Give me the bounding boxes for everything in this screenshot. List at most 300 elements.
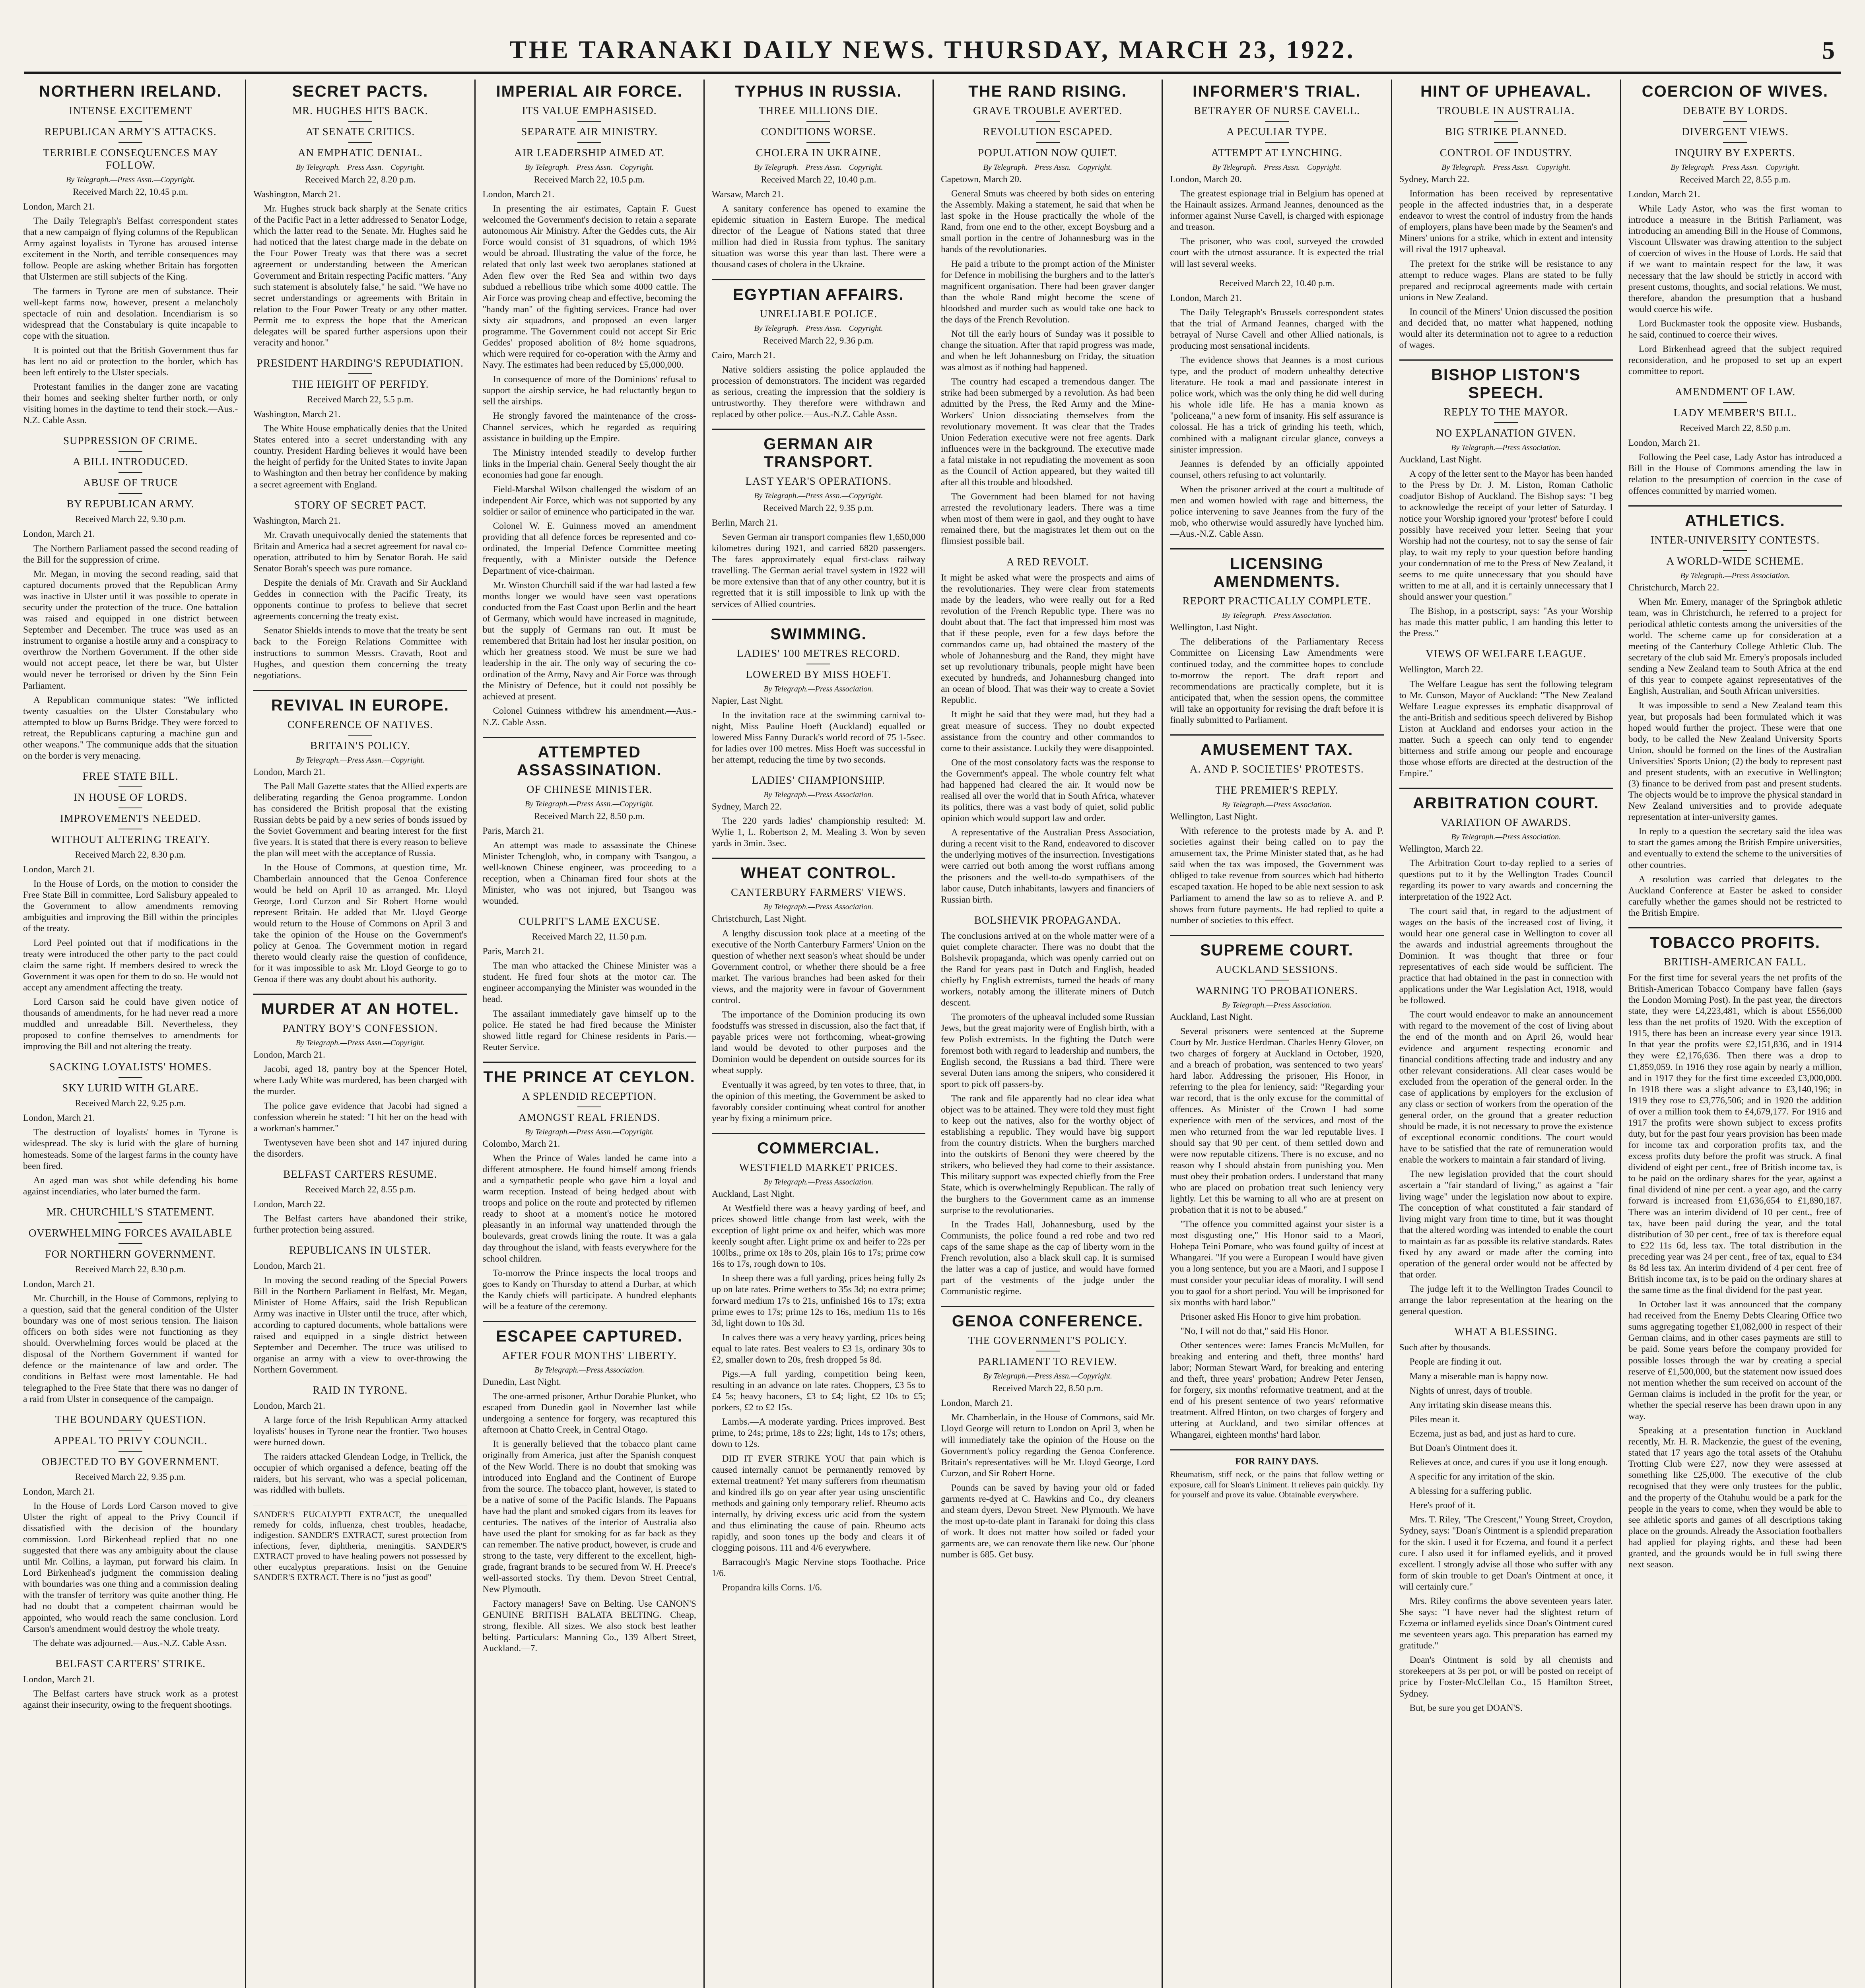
subhead-divider — [119, 121, 142, 122]
article-paragraph: The pretext for the strike will be resistance to any attempt to reduce wages. Plans are stated to be fully prepared and reciprocal agreements made with certain unions in New Zealand. — [1399, 258, 1613, 303]
subhead-divider — [348, 735, 372, 736]
article-paragraph: He paid a tribute to the prompt action of the Minister for Defence in mobilising the burghers and to the latter's magnificent organisation. There had been graver danger than the whole Rand might become the scene of bloodshed and murder such as would take one back to the days of the French Revolution. — [941, 258, 1155, 325]
article-subhead: INTER-UNIVERSITY CONTESTS. — [1650, 534, 1820, 546]
column-rule — [483, 1321, 696, 1322]
article-paragraph: London, March 21. — [23, 1486, 95, 1497]
sanders-extract-advert: SANDER'S EUCALYPTI EXTRACT, the unequalled remedy for colds, influenza, chest troubles, headache, indigestion. SANDER'S EXTRACT, surest protection from infections, fever, diphtheria, meningitis. SANDER'S EXTRACT proved to have healing powers not possessed by other eucalyptus preparations. Insist on the Genuine SANDER'S EXTRACT. There is no "just as good" — [253, 1505, 467, 1583]
article-paragraph: The Daily Telegraph's Brussels correspondent states that the trial of Armand Jeannes, charged with the betrayal of Nurse Cavell and other Allied nationals, is producing most sensational incidents. — [1170, 307, 1384, 351]
article-body — [253, 1400, 467, 1496]
article-paragraph: Colonel W. E. Guinness moved an amendment providing that all defence forces be represented and co-ordinated, the Imperial Defence Committee meeting frequently, with a Minister outside the Defence Department of vice-chairman. — [482, 521, 696, 576]
subhead-divider — [806, 121, 830, 122]
article-received-time: Received March 22, 8.30 p.m. — [75, 850, 186, 860]
article-body — [253, 189, 467, 348]
article-paragraph: Piles mean it. — [1409, 1414, 1460, 1425]
subhead-divider — [119, 1243, 142, 1244]
article-body — [253, 515, 467, 681]
article-paragraph: In the House of Lords Lord Carson moved to give Ulster the right of appeal to the Privy Council if dissatisfied with the decision of the boundary commission. Lord Birkenhead replied that no one suggested that there was any ambiguity about the clause until Mr. Collins, a layman, put forward his claim. In Lord Birkenhead's judgment the commission dealing with boundaries was one thing and a commission dealing with the transfer of territory was quite another thing. He had no doubt that a competent chairman would be appointed, who would reach the same conclusion. Lord Carson's amendment would destroy the whole treaty. — [23, 1501, 238, 1634]
article-paragraph: Auckland, Last Night. — [711, 1188, 795, 1199]
article-subhead: AT SENATE CRITICS. — [305, 126, 415, 138]
columns — [16, 80, 1849, 1988]
article-paragraph: People are finding it out. — [1409, 1357, 1502, 1367]
article-dateline: By Telegraph.—Press Association. — [1222, 800, 1332, 809]
article-paragraph: The prisoner, who was cool, surveyed the crowded court with the utmost assurance. It is expected the trial will last several weeks. — [1170, 236, 1384, 269]
article-headline: SUPREME COURT. — [1200, 941, 1354, 959]
article-body — [23, 528, 238, 761]
article-paragraph: Auckland, Last Night. — [1399, 454, 1482, 465]
article-paragraph: The Arbitration Court to-day replied to a series of questions put to it by the Wellington Trades Council regarding its power to vary awards and concerning the interpretation of the 1922 Act. — [1399, 858, 1613, 902]
article-dateline: By Telegraph.—Press Assn.—Copyright. — [1212, 163, 1342, 172]
article-body — [1170, 622, 1383, 726]
article — [1628, 386, 1842, 496]
article-paragraph: In the Trades Hall, Johannesburg, used by the Communists, the police found a red robe and two red caps of the same shape as the cap of liberty worn in the French revolution, also a black skull cap. It is surmised the latter was a cap of justice, and would have formed part of the vestments of the judge under the Communistic regime. — [941, 1219, 1155, 1297]
article-dateline: By Telegraph.—Press Assn.—Copyright. — [1671, 163, 1800, 172]
article-subhead: THE GOVERNMENT'S POLICY. — [968, 1334, 1127, 1347]
article-received-time: Received March 22, 8.50 p.m. — [534, 811, 645, 821]
article-paragraph: The Belfast carters have abandoned their strike, further protection being assured. — [253, 1213, 467, 1235]
article — [1628, 512, 1842, 918]
article-paragraph: London, March 20. — [1170, 174, 1242, 184]
column-rule — [712, 279, 925, 280]
article-body — [1628, 582, 1842, 918]
article-subhead: BIG STRIKE PLANNED. — [1445, 126, 1567, 138]
article-dateline: By Telegraph.—Press Assn.—Copyright. — [1441, 163, 1571, 172]
article-paragraph: Many a miserable man is happy now. — [1409, 1371, 1548, 1382]
column-4 — [703, 80, 932, 1988]
article-body — [712, 695, 925, 765]
article-subhead: FOR NORTHERN GOVERNMENT. — [45, 1248, 216, 1260]
article-paragraph: London, March 21. — [23, 1113, 95, 1124]
article-body — [1170, 1011, 1383, 1441]
article — [1170, 278, 1383, 540]
article — [483, 83, 696, 728]
article-paragraph: In calves there was a very heavy yarding, prices being equal to late rates. Best vealers to £3 1s, ordinary 30s to £2, smaller down to 20s, fresh dropped 5s 8d. — [711, 1332, 925, 1365]
article-subhead: WARNING TO PROBATIONERS. — [1195, 984, 1358, 996]
article — [253, 83, 467, 348]
subhead-divider — [577, 142, 601, 143]
article-paragraph: The assailant immediately gave himself up to the police. He stated he had fired because the Minister showed little regard for Chinese residents in Paris.—Reuter Service. — [482, 1008, 696, 1052]
article-headline: THE PRINCE AT CEYLON. — [483, 1068, 695, 1086]
article-paragraph: Barracough's Magic Nervine stops Toothache. Price 1/6. — [711, 1557, 925, 1579]
article-subhead: PARLIAMENT TO REVIEW. — [978, 1355, 1117, 1368]
subhead-divider — [119, 1451, 142, 1452]
article-paragraph: London, March 21. — [23, 1674, 95, 1685]
article-paragraph: Factory managers! Save on Belting. Use CANON'S GENUINE BRITISH BALATA BELTING. Cheap, strong, flexible. All sizes. We also stock best leather belting. Particulars: Manning Co., 139 Albert Street, Auckland.—7. — [482, 1598, 696, 1654]
article-paragraph: When Mr. Emery, manager of the Springbok athletic team, was in Christchurch, he referred to a project for periodical athletic contests among the universities of the world. The scheme came up for consideration at a meeting of the Canterbury College Athletic Club. The secretary of the club said Mr. Emery's proposals included sending a New Zealand team to South Africa at the end of this year to compete against representatives of the English, Australian, and South African universities. — [1628, 596, 1842, 697]
article-paragraph: An attempt was made to assassinate the Chinese Minister Tchengloh, who, in company with Tsangou, a well-known Chinese engineer, was proceeding to a reception, when a Chinaman fired four shots at the Minister, who was not injured, but Tsangou was wounded. — [482, 840, 696, 907]
article-paragraph: The rank and file apparently had no clear idea what object was to be attained. They were told they must fight to keep out the natives, also for the worthy object of establishing a republic. They would have big support from the country districts. When the burghers marched into the outskirts of Benoni they were cheered by the strikers, who believed they had come to their assistance. This military support was expected chiefly from the Free State, which is overwhelmingly Republican. The rally of the burghers to the Government came as an immense surprise to the revolutionaries. — [941, 1093, 1155, 1215]
article-dateline: By Telegraph.—Press Association. — [763, 684, 874, 693]
article-headline: COMMERCIAL. — [757, 1139, 880, 1157]
article-subhead: A PECULIAR TYPE. — [1226, 126, 1327, 138]
article-subhead: AN EMPHATIC DENIAL. — [298, 147, 423, 159]
article-subhead: REPUBLICAN ARMY'S ATTACKS. — [44, 126, 217, 138]
article-body — [253, 1049, 467, 1159]
article-paragraph: To-morrow the Prince inspects the local troops and goes to Kandy on Thursday to attend a Durbar, at which the Kandy chiefs will participate. A hundred elephants will be a feature of the ceremony. — [482, 1268, 696, 1312]
article-paragraph: Washington, March 21. — [253, 409, 341, 420]
article-subhead: AUCKLAND SESSIONS. — [1216, 963, 1338, 975]
article-paragraph: Seven German air transport companies flew 1,650,000 kilometres during 1921, and carried 6820 passengers. The fares approximately equal first-class railway travelling. The German aerial travel system in 1922 will be more extensive than that of any other country, but it is regretted that it is still impossible to link up with the services of Allied countries. — [711, 532, 925, 610]
article-subhead: POPULATION NOW QUIET. — [978, 147, 1117, 159]
article-paragraph: For the first time for several years the net profits of the British-American Tobacco Company have fallen (says the London Morning Post). In the past year, the directors state, they were £4,223,481, which is about £556,000 less than the net profits of 1920. With the exception of 1915, there has been an increase every year since 1913. In that year the profits were £2,151,836, and in 1914 they were £2,176,636. Then there was a drop to £1,859,059. In 1916 they rose again by nearly a million, and in 1917 they for the first time exceeded £3,000,000. In 1918 there was a slight advance to £3,140,196; in 1919 they rose to £3,776,506; and in 1920 the addition of over a million took them to £4,679,177. For 1916 and 1917 the profits were shown subject to excess profits duty, but for the past four years provision has been made for income tax and corporation profits tax, and the excess profits duty before the profit was struck. A final dividend of eight per cent., free of British income tax, is to be paid on the ordinary shares for the year, against a final dividend of nine per cent. a year ago, and the carry forward is increased from £1,636,654 to £1,890,187. There was an interim dividend of 10 per cent., free of tax, have been paid during the year, and the total distribution of 30 per cent., free of tax is therefore equal to £22 11s 6d, less tax. The total distribution in the preceding year was 24 per cent., free of tax, equal to £34 8s 8d less tax. An interim dividend of 4 per cent. free of British income tax, is to be paid on the ordinary shares at the same time as the final dividend for the past year. — [1628, 972, 1842, 1296]
article-paragraph: Paris, March 21. — [482, 946, 544, 957]
article-subhead: LADIES' CHAMPIONSHIP. — [752, 774, 885, 786]
article-paragraph: Warsaw, March 21. — [711, 189, 784, 200]
article-paragraph: Several prisoners were sentenced at the Supreme Court by Mr. Justice Herdman. Charles Henry Glover, on two charges of forgery at Auckland in October, 1920, and a breach of probation, was sentenced to two years' hard labor. Addressing the prisoner, His Honor, in referring to the plea for leniency, said: "Regarding your war record, that is the only excuse for the committal of offences. As Minister of the Crown I had some experience with men of the services, and most of the men who returned from the war led reputable lives. I should say that 90 per cent. of them settled down and were now reputable citizens. There is no excuse, and no reason why I should abstain from punishing you. Men must obey their probation orders. I understand that many who are placed on probation treat such leniency very lightly. Let this be warning to all who are at present on probation that it is not to be abused." — [1170, 1026, 1384, 1215]
article-dateline: By Telegraph.—Press Association. — [763, 790, 874, 800]
article-headline: IMPERIAL AIR FORCE. — [496, 83, 683, 100]
article-paragraph: Lord Buckmaster took the opposite view. Husbands, he said, continued to coerce their wives. — [1628, 318, 1842, 340]
article-body — [1170, 174, 1383, 270]
article-subhead: VARIATION OF AWARDS. — [1440, 816, 1572, 829]
article-paragraph: Mr. Megan, in moving the second reading, said that captured documents proved that the Republican Army was inactive in Ulster until it was possible to operate in security under the protection of the truce. One battalion was raised and equipped in one district between September and December. The truce was used as an instrument to organise a hostile army and a conspiracy to overthrow the Northern Government. If the other side would not accept peace, let there be war, but Ulster would never be terrorised or driven by the Sinn Fein Parliament. — [23, 569, 238, 691]
advert-headline: FOR RAINY DAYS. — [1235, 1456, 1319, 1467]
article-paragraph: London, March 21. — [253, 1400, 325, 1411]
article-paragraph: Pounds can be saved by having your old or faded garments re-dyed at C. Hawkins and Co., dry cleaners and steam dyers, Devon Street. New Plymouth. We have the most up-to-date plant in Taranaki for doing this class of work. It does not matter how soiled or faded your garments are, we can renovate them like new. Our 'phone number is 685. Get busy. — [941, 1482, 1155, 1560]
article-paragraph: Following the Peel case, Lady Astor has introduced a Bill in the House of Commons amending the law in relation to the presumption of coercion in the case of offences committed by married women. — [1628, 452, 1842, 496]
article-subhead: AMENDMENT OF LAW. — [1675, 386, 1796, 398]
subhead-divider — [577, 121, 601, 122]
article-subhead: BY REPUBLICAN ARMY. — [66, 498, 194, 510]
article-received-time: Received March 22, 5.5 p.m. — [307, 394, 414, 405]
subhead-divider — [119, 1430, 142, 1431]
article-paragraph: London, March 21. — [1628, 438, 1700, 448]
article-paragraph: Jacobi, aged 18, pantry boy at the Spencer Hotel, where Lady White was murdered, has been charged with the murder. — [253, 1064, 467, 1097]
article-paragraph: In presenting the air estimates, Captain F. Guest welcomed the Government's decision to retain a separate autonomous Air Ministry. After the Geddes cuts, the Air Force would consist of 31 squadrons, of which 19½ would be abroad. Illustrating the value of the force, he related that only last week two aeroplanes stationed at Aden flew over the Red Sea and within two days subdued a rebellious tribe which some 4000 cattle. The Air Force was proving cheap and effective, becoming the "handy man" of the fighting services. France had over sixty air squadrons, and proposed an even larger programme. The Government could not accept Sir Eric Geddes' proposed abolition of 8½ home squadrons, which were required for co-operation with the Army and Navy. The estimates had been reduced by £5,000,000. — [482, 204, 696, 371]
article — [253, 1384, 467, 1496]
article-subhead: A SPLENDID RECEPTION. — [522, 1090, 657, 1102]
article-paragraph: It might be said that they were mad, but they had a great measure of success. They no doubt expected assistance from the country and other commandos to come to their assistance. Luckily they were disappointed. — [941, 709, 1155, 753]
article — [483, 915, 696, 1053]
article-dateline: By Telegraph.—Press Assn.—Copyright. — [983, 163, 1112, 172]
subhead-divider — [119, 1077, 142, 1078]
article-paragraph: "The offence you committed against your sister is a most disgusting one," His Honor said to a Maori, Hohepa Teini Pomare, who was found guilty of incest at Whangarei. "If you were a European I would have given you a long sentence, but you are a Maori, and I suppose I must consider your peculiar ideas of morality. I will send you to gaol for a short period. You will be imprisoned for six months with hard labor." — [1170, 1219, 1384, 1308]
column-rule — [712, 619, 925, 620]
article-subhead: UNRELIABLE POLICE. — [760, 307, 878, 320]
article-body — [483, 946, 696, 1053]
article-paragraph: Dunedin, Last Night. — [482, 1377, 561, 1388]
article-subhead: A BILL INTRODUCED. — [72, 456, 188, 468]
article-paragraph: In the House of Lords, on the motion to consider the Free State Bill in committee, Lord Salisbury appealed to the Government to allow amendments removing ambiguities and improving the Bill within the principles of the treaty. — [23, 879, 238, 934]
article-paragraph: Christchurch, Last Night. — [711, 914, 806, 924]
article-paragraph: A large force of the Irish Republican Army attacked loyalists' houses in Tyrone near the frontier. Two houses were burned down. — [253, 1415, 467, 1448]
article-dateline: By Telegraph.—Press Assn.—Copyright. — [295, 1039, 425, 1048]
article-paragraph: Sydney, March 22. — [711, 802, 782, 812]
article-body — [483, 825, 696, 907]
article-received-time: Received March 22, 9.36 p.m. — [763, 335, 874, 346]
article-received-time: Received March 22, 10.40 p.m. — [761, 175, 876, 184]
article-subhead: CONTROL OF INDUSTRY. — [1440, 147, 1572, 159]
article-paragraph: The new legislation provided that the court should ascertain a "fair standard of living," as against a "fair living wage" under the legislation now about to expire. The conception of what constituted a fair standard of living might vary from time to time, but it was thought that the altered wording was intended to enable the court to maintain as far as possible its relative standards. Rates fixed by any award or made after the coming into operation of the general order would not be affected by that order. — [1399, 1169, 1613, 1280]
article-subhead: SEPARATE AIR MINISTRY. — [521, 126, 658, 138]
column-6 — [1162, 80, 1391, 1988]
subhead-divider — [1265, 142, 1289, 143]
rainy-days-advert — [1170, 1449, 1383, 1500]
article-received-time: Received March 22, 10.5 p.m. — [534, 175, 645, 184]
article-subhead: THE BOUNDARY QUESTION. — [55, 1413, 206, 1425]
article-paragraph: Colonel Guinness withdrew his amendment.—Aus.-N.Z. Cable Assn. — [482, 706, 696, 728]
article-paragraph: The Pall Mall Gazette states that the Allied experts are deliberating regarding the Genoa programme. London has considered the British proposal that the existing Russian debts be paid by a new series of bonds issued by the Soviet Government and bearing interest for the first five years. It is stated that there is every reason to believe the plan will meet with the acceptance of Russia. — [253, 781, 467, 859]
column-rule — [1399, 359, 1613, 361]
article-headline: AMUSEMENT TAX. — [1200, 741, 1354, 759]
subhead-divider — [806, 142, 830, 143]
column-3 — [474, 80, 703, 1988]
article — [1628, 934, 1842, 1570]
article-paragraph: Lord Birkenhead agreed that the subject required reconsideration, and he proposed to set up an expert committee to report. — [1628, 344, 1842, 377]
article-paragraph: Prisoner asked His Honor to give him probation. — [1180, 1311, 1362, 1322]
article-headline: ATHLETICS. — [1685, 512, 1785, 530]
article-body — [23, 1112, 238, 1197]
article-paragraph: Lord Peel pointed out that if modifications in the treaty were introduced the other party to the pact could claim the same right. If members desired to wreck the Government it was open for them to do so. He would not accept any amendment affecting the treaty. — [23, 938, 238, 993]
article-subhead: TROUBLE IN AUSTRALIA. — [1437, 105, 1575, 116]
article-paragraph: But, be sure you get DOAN'S. — [1409, 1703, 1523, 1713]
article-paragraph: Twentyseven have been shot and 147 injured during the disorders. — [253, 1137, 467, 1159]
article-subhead: REPLY TO THE MAYOR. — [1443, 406, 1568, 418]
article-paragraph: The one-armed prisoner, Arthur Dorabie Plunket, who escaped from Dunedin gaol in November last while undergoing a sentence for forgery, was recaptured this afternoon at Chatto Creek, in Central Otago. — [482, 1391, 696, 1435]
subhead-divider — [1723, 402, 1747, 403]
article-subhead: IN HOUSE OF LORDS. — [73, 791, 188, 804]
article — [253, 1000, 467, 1159]
article-paragraph: A resolution was carried that delegates to the Auckland Conference at Easter be asked to consider carefully whether the games should not be restricted to the British Empire. — [1628, 874, 1842, 918]
article-body — [1170, 811, 1383, 926]
article-paragraph: A Republican communique states: "We inflicted twenty casualties on the Ulster Constabulary who attempted to blow up Burns Bridge. They were forced to retreat, the Republicans capturing a machine gun and other weapons." The communique adds that the situation on the border is very menacing. — [23, 695, 238, 761]
article-paragraph: Propandra kills Corns. 1/6. — [722, 1582, 822, 1593]
article-paragraph: The court would endeavor to make an announcement with regard to the movement of the cost of living about the end of the month and on April 26, would hear evidence and argument respecting economic and financial conditions affecting trade and industry and any other relevant considerations. All clear cases would be excluded from the operation of the general order. In the case of applications by employers for the exclusion of any class or section of workers from the operation of the general order, on the ground that a greater reduction should be made, it is not necessary to prove the existence of exceptional economic conditions. The court would have to be satisfied that the rate of remuneration would enable the workers to maintain a fair standard of living. — [1399, 1010, 1613, 1165]
article-body — [483, 1138, 696, 1312]
article-subhead: DEBATE BY LORDS. — [1682, 105, 1788, 116]
subhead-divider — [1723, 550, 1747, 551]
article-body — [483, 189, 696, 728]
article-body — [1399, 843, 1613, 1317]
article-paragraph: London, March 21. — [23, 864, 95, 875]
article-paragraph: Information has been received by representative people in the affected industries that, in a desperate endeavor to wrest the control of industry from the hands of employers, plans have been made by the Seamen's and Miners' unions for a strike, which in extent and intensity will rival the 1917 upheaval. — [1399, 188, 1613, 255]
article-subhead: NO EXPLANATION GIVEN. — [1436, 427, 1576, 439]
article-dateline: By Telegraph.—Press Assn.—Copyright. — [983, 1372, 1112, 1381]
article-body — [253, 1199, 467, 1235]
article-paragraph: Eventually it was agreed, by ten votes to three, that, in the opinion of this meeting, the Government be asked to favorably consider continuing wheat control for another year by fixing a minimum price. — [711, 1079, 925, 1124]
article-paragraph: Cairo, March 21. — [711, 350, 775, 361]
article-subhead: BRITAIN'S POLICY. — [310, 739, 410, 751]
article-paragraph: One of the most consolatory facts was the response to the Government's appeal. The whole country felt what had happened had cleared the air. It would now be realised all over the world that in South Africa, whatever its politics, there was a vast body of quiet, solid public opinion which would support law and order. — [941, 757, 1155, 824]
article-subhead: LADY MEMBER'S BILL. — [1673, 407, 1797, 419]
article-body — [712, 189, 925, 270]
article-paragraph: Paris, March 21. — [482, 825, 544, 836]
article-body — [712, 350, 925, 420]
article-paragraph: In the invitation race at the swimming carnival to-night, Miss Pauline Hoeft (Auckland) equalled or lowered Miss Fanny Durack's world record of 75 1-5sec. for ladies over 100 metres. Miss Hoeft was successful in her attempt, reducing the time by two seconds. — [711, 710, 925, 765]
subhead-divider — [1494, 121, 1518, 122]
column-rule — [712, 429, 925, 430]
column-1 — [16, 80, 245, 1988]
article-paragraph: London, March 22. — [253, 1199, 325, 1209]
article-paragraph: Napier, Last Night. — [711, 695, 783, 706]
article-subhead: ATTEMPT AT LYNCHING. — [1211, 147, 1343, 159]
article-paragraph: The raiders attacked Glendean Lodge, in Trellick, the occupier of which organised a defence, beating off the raiders, but his servant, who was a special policeman, was riddled with bullets. — [253, 1452, 467, 1496]
article — [941, 83, 1154, 547]
article-dateline: By Telegraph.—Press Assn.—Copyright. — [295, 755, 425, 765]
article-body — [1399, 1342, 1613, 1713]
article-subhead: TERRIBLE CONSEQUENCES MAY FOLLOW. — [43, 147, 218, 171]
article-paragraph: Any irritating skin disease means this. — [1409, 1400, 1552, 1410]
article-body — [1399, 454, 1613, 639]
article-subhead: ABUSE OF TRUCE — [83, 477, 178, 489]
article-paragraph: Mr. Churchill, in the House of Commons, replying to a question, said that the general condition of the Ulster boundary was one of most serious tension. The liaison officers on both sides were not functioning as they should. Overwhelming forces would be placed at the disposal of the Northern Government if wanted for defence or the maintenance of law and order. The conditions in Belfast were most lamentable. He had telegraphed to the Free State that there was no danger of a raid from Ulster in consequence of the campaign. — [23, 1293, 238, 1404]
article — [1170, 555, 1383, 726]
article — [23, 1413, 238, 1649]
article-paragraph: In the House of Commons, at question time, Mr. Chamberlain announced that the Genoa Conference would be held on April 10 as arranged. Mr. Lloyd George, Lord Curzon and Sir Robert Horne would represent Britain. He added that Mr. Lloyd George would return to the House of Commons on April 3 and take the opinion of the House on the Government's policy at Genoa. The Government motion in regard thereto would clearly raise the question of confidence, for it was impossible to ask Mr. Lloyd George to go to Genoa if there was any doubt about his authority. — [253, 862, 467, 985]
article-paragraph: It is generally believed that the tobacco plant came originally from America, just after the Spanish conquest of the New World. There is no doubt that smoking was introduced into England and the Continent of Europe from the source. The tobacco plant, however, is stated to be a native of some of the Pacific Islands. The Papuans have had the plant and smoked cigars from its leaves for centuries. The natives of the interior of Australia also have used the plant for smoking for as far back as they can remember. The native product, however, is crude and strong to the taste, very different to the excellent, high-grade, fragrant brands to be secured from W. H. Preece's well-assorted stocks. Try them. Devon Street Central, New Plymouth. — [482, 1439, 696, 1595]
article-paragraph: Christchurch, March 22. — [1628, 582, 1719, 593]
article-received-time: Received March 22, 8.20 p.m. — [305, 175, 416, 184]
article — [712, 625, 925, 765]
article-paragraph: The Ministry intended steadily to develop further links in the Imperial chain. General Seely thought the air economies had gone far enough. — [482, 447, 696, 480]
article-subhead: OF CHINESE MINISTER. — [526, 783, 653, 795]
article-body — [1399, 664, 1613, 779]
article-dateline: By Telegraph.—Press Association. — [763, 903, 874, 912]
article-paragraph: The promoters of the upheaval included some Russian Jews, but the great majority were of English birth, with a few Polish extremists. In the fighting the Dutch were foremost both with regard to leadership and numbers, the English second, the Russians a bad third. There were several Duten ians among the snipers, who considered it sport to pick off passers-by. — [941, 1012, 1155, 1089]
article-subhead: OVERWHELMING FORCES AVAILABLE — [28, 1227, 233, 1239]
article-paragraph: Speaking at a presentation function in Auckland recently, Mr. H. R. Mackenzie, the guest of the evening, stated that 17 years ago the total assets of the Otahuhu Trotting Club were £27, now they were assessed at something like £25,000. The executive of the club recognised that they were only trustees for the public, and the property of the Otahuhu would be a park for the people in the years to come, when they would be able to see athletic sports and games of all descriptions taking place on the grounds. Already the Association footballers had applied for playing rights, and these had been granted, and the grounds would be in full swing there next season. — [1628, 1425, 1842, 1570]
subhead-divider — [119, 493, 142, 494]
article-body — [712, 517, 925, 610]
subhead-divider — [119, 142, 142, 143]
article-paragraph: Wellington, March 22. — [1399, 844, 1483, 854]
article-paragraph: He strongly favored the maintenance of the cross-Channel services, which he regarded as requiring assistance in building up the Empire. — [482, 411, 696, 444]
article-paragraph: Wellington, Last Night. — [1170, 811, 1258, 822]
article-headline: GERMAN AIR TRANSPORT. — [763, 435, 874, 471]
article-headline: MURDER AT AN HOTEL. — [261, 1000, 460, 1018]
subhead-divider — [1494, 422, 1518, 423]
article-subhead: OBJECTED TO BY GOVERNMENT. — [41, 1455, 220, 1468]
article-received-time: Received March 22, 9.30 p.m. — [75, 514, 186, 524]
article-subhead: RAID IN TYRONE. — [313, 1384, 408, 1396]
column-rule — [712, 1133, 925, 1134]
article-paragraph: London, March 21. — [482, 189, 555, 200]
article-body — [941, 174, 1154, 547]
article-paragraph: Capetown, March 20. — [941, 174, 1022, 184]
article-subhead: BETRAYER OF NURSE CAVELL. — [1193, 105, 1360, 116]
article-subhead: PRESIDENT HARDING'S REPUDIATION. — [256, 357, 464, 369]
article-subhead: THE PREMIER'S REPLY. — [1215, 784, 1339, 796]
article-received-time: Received March 22, 8.30 p.m. — [75, 1264, 186, 1274]
article-subhead: INQUIRY BY EXPERTS. — [1675, 147, 1795, 159]
masthead — [24, 28, 1841, 74]
article-paragraph: The importance of the Dominion producing its own foodstuffs was stressed in discussion, also the fact that, if payable prices were not forthcoming, wheat-growing land would be devoted to other purposes and the Dominion would be dependent on outside sources for its wheat supply. — [711, 1010, 925, 1076]
article-paragraph: A blessing for a suffering public. — [1409, 1486, 1532, 1497]
subhead-divider — [119, 1222, 142, 1223]
article-paragraph: A lengthy discussion took place at a meeting of the executive of the North Canterbury Farmers' Union on the question of whether next season's wheat should be under Government control, or whether there should be a free market. The various branches had been asked for their views, and the majority were in favour of Government control. — [711, 928, 925, 1006]
article-headline: NORTHERN IRELAND. — [39, 83, 222, 100]
column-2 — [245, 80, 474, 1988]
article-headline: GENOA CONFERENCE. — [952, 1312, 1144, 1330]
article-dateline: By Telegraph.—Press Association. — [1680, 571, 1790, 580]
article — [1399, 648, 1613, 779]
article-headline: WHEAT CONTROL. — [740, 864, 897, 882]
article-headline: TOBACCO PROFITS. — [1649, 934, 1820, 951]
article-body — [1170, 293, 1383, 540]
article — [253, 1168, 467, 1235]
article-subhead: REVOLUTION ESCAPED. — [983, 126, 1113, 138]
article-body — [23, 1674, 238, 1710]
article — [712, 864, 925, 1124]
article-paragraph: Mr. Cravath unequivocally denied the statements that Britain and America had a secret agreement for naval co-operation, attributed to him by Senator Borah. He said Senator Borah's speech was pure romance. — [253, 530, 467, 574]
article — [23, 1206, 238, 1405]
article-headline: EGYPTIAN AFFAIRS. — [733, 285, 904, 303]
article-paragraph: Colombo, March 21. — [482, 1138, 560, 1149]
article-dateline: By Telegraph.—Press Association. — [763, 1177, 874, 1186]
article-paragraph: With reference to the protests made by A. and P. societies against their being called on to pay the amusement tax, the Prime Minister stated that, as he had said when the tax was imposed, the Government was obliged to take revenue from sources which had hitherto escaped taxation. He hoped to be able next session to ask Parliament to amend the law so as to relieve A. and P. shows from future payments. He had replied to quite a number of societies to this effect. — [1170, 826, 1384, 926]
article-body — [1628, 972, 1842, 1570]
article-paragraph: It might be asked what were the prospects and aims of the revolutionaries. They were clear from statements made by the leaders, who were really out for a Red revolution of the French Republic type. There was no doubt about that. The fact that impressed him most was that if these people, even for a few days before the commandos came up, had obtained the mastery of the whole of Johannesburg and the Rand, they might have set up revolutionary tribunals, people might have been executed by hundreds, and Johannesburg changed into an ocean of blood. That was their way to create a Soviet Republic. — [941, 572, 1155, 706]
article-subhead: CULPRIT'S LAME EXCUSE. — [519, 915, 661, 928]
article-paragraph: Relieves at once, and cures if you use it long enough. — [1409, 1457, 1608, 1468]
article — [23, 1658, 238, 1710]
column-rule — [483, 737, 696, 738]
column-7 — [1391, 80, 1620, 1988]
article-paragraph: Doan's Ointment is sold by all chemists and storekeepers at 3s per pot, or will be posted on receipt of price by Foster-McClellan Co., 15 Hamilton Street, Sydney. — [1399, 1655, 1613, 1699]
article-received-time: Received March 22, 9.35 p.m. — [763, 503, 874, 513]
article-dateline: By Telegraph.—Press Association. — [1451, 833, 1561, 842]
article-body — [712, 1188, 925, 1594]
article-headline: THE RAND RISING. — [968, 83, 1127, 100]
article-received-time: Received March 22, 9.35 p.m. — [75, 1472, 186, 1482]
column-rule — [941, 1306, 1154, 1307]
article — [23, 435, 238, 761]
article — [1399, 83, 1613, 351]
article-subhead: CANTERBURY FARMERS' VIEWS. — [731, 886, 906, 899]
article-paragraph: A representative of the Australian Press Association, during a recent visit to the Rand, endeavored to discover the underlying motives of the insurrection. Investigations were carried out both among the worst ruffians among the prisoners and the well-to-do sympathisers of the labor cause, Dutch inhabitants, lawyers and financiers of Russian birth. — [941, 827, 1155, 905]
subhead-divider — [348, 142, 372, 143]
article-paragraph: London, March 21. — [253, 1261, 325, 1272]
article-paragraph: Jeannes is defended by an officially appointed counsel, others refusing to act voluntarily. — [1170, 458, 1384, 480]
article-body — [23, 1279, 238, 1405]
article-paragraph: Lord Carson said he could have given notice of thousands of amendments, for he had never read a more muddled and unreadable Bill. Nevertheless, they proposed to confine themselves to amendments for improving the Bill and not altering the treaty. — [23, 996, 238, 1052]
column-5 — [932, 80, 1162, 1988]
article-subhead: WHAT A BLESSING. — [1454, 1326, 1558, 1338]
page-number: 5 — [1822, 36, 1837, 64]
article-body — [23, 1486, 238, 1649]
article — [23, 770, 238, 1052]
article-body — [1628, 189, 1842, 377]
article-subhead: STORY OF SECRET PACT. — [294, 499, 427, 511]
article — [253, 357, 467, 490]
article-paragraph: The 220 yards ladies' championship resulted: M. Wylie 1, L. Robertson 2, M. Mealing 3. Won by seven yards in 3min. 3sec. — [711, 816, 925, 849]
article-body — [23, 201, 238, 426]
article-subhead: LOWERED BY MISS HOEFT. — [746, 668, 892, 680]
article — [23, 83, 238, 426]
article-dateline: By Telegraph.—Press Assn.—Copyright. — [754, 324, 883, 333]
article-subhead: IMPROVEMENTS NEEDED. — [60, 812, 201, 825]
article-body — [712, 801, 925, 849]
article-paragraph: The evidence shows that Jeannes is a most curious type, and the product of modern unhealthy detective literature. He took a mad and passionate interest in police work, which was the only thing he did well during his whole idle life. He has a mania known as "policeana," a new form of insanity. His self assurance is colossal. He has a trick of grinding his teeth, which, combined with a malignant circular glance, conveys a sinister impression. — [1170, 355, 1384, 455]
article-body — [941, 930, 1154, 1297]
article-paragraph: Nights of unrest, days of trouble. — [1409, 1385, 1533, 1396]
article-paragraph: Mrs. Riley confirms the above seventeen years later. She says: "I have never had the slightest return of Eczema or inflamed eyelids since Doan's Ointment cured me seventeen years ago. This preparation has earned my gratitude." — [1399, 1596, 1613, 1651]
column-rule — [1170, 734, 1383, 736]
article-paragraph: The Daily Telegraph's Belfast correspondent states that a new campaign of flying columns of the Republican Army against loyalists in Tyrone has aroused intense excitement in the North, and terrible consequences may follow. People are asking whether Britain has forgotten that Ulstermen are still subjects of the King. — [23, 216, 238, 282]
article-subhead: WITHOUT ALTERING TREATY. — [51, 833, 210, 846]
article-paragraph: Berlin, March 21. — [711, 518, 778, 528]
article-headline: COERCION OF WIVES. — [1642, 83, 1829, 100]
article-headline: TYPHUS IN RUSSIA. — [735, 83, 902, 100]
article-headline: LICENSING AMENDMENTS. — [1213, 555, 1340, 591]
article-headline: ESCAPEE CAPTURED. — [496, 1328, 683, 1345]
subhead-divider — [119, 786, 142, 787]
article-subhead: INTENSE EXCITEMENT — [69, 105, 192, 116]
article-body — [941, 572, 1154, 905]
subhead-divider — [1723, 142, 1747, 143]
article-paragraph: It was impossible to send a New Zealand team this year, but proposals had been formulated which it was hoped would further the project. These were that one body, to be called the New Zealand University Sports Union, should be formed on the lines of the Australian Universities' Sports Union; (2) the body to represent past and present students, with an executive in Wellington; (3) finance to be derived from past and present students. The objects would be to improve the physical standard in New Zealand universities and to provide adequate representation at inter-university games. — [1628, 700, 1842, 823]
article — [712, 286, 925, 420]
article-subhead: FREE STATE BILL. — [82, 770, 179, 782]
